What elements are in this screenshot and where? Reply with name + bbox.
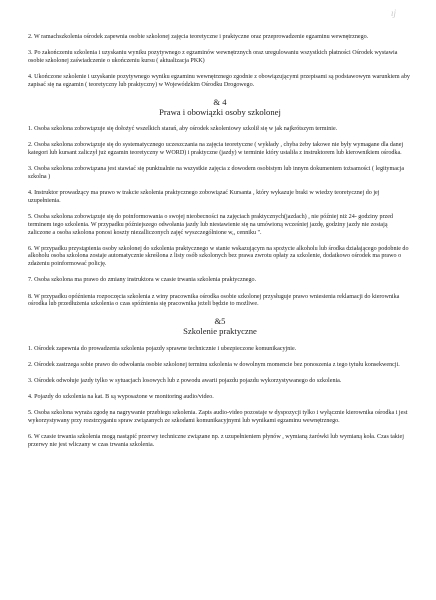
section-5-paragraph-1: 1. Ośrodek zapewnia do prowadzenia szkolenia pojazdy sprawne technicznie i ubezpieczone komunikacyjnie. xyxy=(28,345,297,352)
section-5-paragraph-6: 6. W czasie trwania szkolenia mogą nastąpić przerwy techniczne związane np. z uzupełnieniem płynów , wymianą żarówki lub wymianą koła. Czas takiej przerwy nie jest wliczany w czas trwania szkolenia. xyxy=(28,434,404,449)
section-4-paragraph-4: 4. Instruktor prowadzący ma prawo w trakcie szkolenia praktycznego zobowiązać Kursanta , który wykazuje braki w wiedzy teoretycznej do jej uzupełnienia. xyxy=(28,190,380,204)
section-4-paragraph-6: 6. W przypadku przystąpienia osoby szkolonej do szkolenia praktycznego w stanie wskazującym na spożycie alkoholu lub środka działającego podobnie do alkoholu osoba szkolona zostaje automatycznie skreślona z listy osób szkolonych bez prawa zwrotu opłaty za szkolenie, dodatkowo ośrodek ma prawo o zdażeniu poinformować policję. xyxy=(28,245,409,268)
section-4-title: Prawa i obowiązki osoby szkolonej xyxy=(159,106,281,117)
section-4 xyxy=(28,98,412,309)
intro-paragraph-3: 3. Po zakończeniu szkolenia i uzyskaniu wyniku pozytywnego z egzaminów wewnętrznych oraz uregulowaniu wszystkich płatności Ośrodek wystawia osobie szkolonej zaświadczenie o ukończeniu kursu ( aktualizacja PKK) xyxy=(28,50,398,64)
section-4-paragraph-8: 8. W przypadku opóźnienia rozpoczęcia szkolenia z winy pracownika ośrodka osobie szkolonej przysługuje prawo wniesienia reklamacji do kierownika ośrodka lub przedłużenia szkolenia o czas spóźnienia się pracownika jeżeli będzie to możliwe. xyxy=(28,293,400,308)
section-5-paragraph-5: 5. Osoba szkolona wyraża zgodę na nagrywanie przebiegu szkolenia. Zapis audio-video pozostaje w dyspozycji tylko i wyłącznie kierownika ośrodka i jest wykorzystywany przy rozstrzyganiu spraw związanych ze szkodami komunikacyjnymi lub wynikami egzaminu wewnętrznego. xyxy=(28,410,408,425)
section-5-title: Szkolenie praktyczne xyxy=(183,326,257,337)
section-5 xyxy=(28,317,412,449)
intro-paragraph-2: 2. W ramachszkolenia ośrodek zapewnia osobie szkolonej zajęcia teoretyczne i praktyczne oraz przeprowadzenie egzaminu wewnętrznego. xyxy=(28,34,369,40)
section-5-paragraph-3: 3. Ośrodek odwołuje jazdy tylko w sytuacjach losowych lub z powodu awarii pojazdu pojazdu wykorzystywanego do szkolenia. xyxy=(28,378,342,385)
intro-paragraph-4: 4. Ukończone szkolenie i uzyskanie pozytywnego wyniku egzaminu wewnętrznego zgodnie z obowiązującymi przepisami są podstawowym warunkiem aby zapisać się na egzamin ( teoretyczny lub praktyczny) w Wojewódzkim Ośrodku Drogowego. xyxy=(28,74,410,88)
section-5-paragraph-2: 2. Ośrodek zastrzega sobie prawo do odwołania osobie szkolonej terminu szkolenia w dowolnym momencie bez ponoszenia z tego tytułu konsekwencji. xyxy=(28,361,400,368)
section-5-number: &5 xyxy=(214,316,226,327)
section-4-number: & 4 xyxy=(213,97,227,108)
section-5-heading xyxy=(28,317,412,336)
section-4-paragraph-1: 1. Osoba szkolona zobowiązuje się dołożyć wszelkich starań, aby ośrodek szkoleniowy szkolił się w jak najkrótszym terminie. xyxy=(28,126,338,133)
corner-mark: ıj xyxy=(390,8,396,18)
section-4-paragraph-5: 5. Osoba szkolona zobowiązuje się do poinformowania o swojej nieobecności na zajęciach praktycznych(jazdach) , nie później niż 24- godziny przed terminem tego szkolenia. W przypadku późniejszego odwołania jazdy lub niestawienie się na umówioną wcześniej jazdę, godziny jazdy nie zostają zaliczone a osoba szkolona ponosi koszty niezalliczonych zajęć wyszczególnione w,, cenniku ". xyxy=(28,214,393,236)
document-page xyxy=(28,34,412,458)
section-4-paragraph-2: 2. Osoba szkolona zobowiązuje się do systematycznego uczeszczania na zajęcia teoretyczne ( wykłady , chyba żeby takowe nie były wymagane dla danej kategori lub kursant zaliczył już egzamin teoretyczny w WORD) i praktyczne (jazdy) w terminie który ustaliła z instruktorem lub kierownikiem ośrodka. xyxy=(28,142,404,157)
intro-section xyxy=(28,34,412,90)
section-4-heading xyxy=(28,98,412,117)
section-4-paragraph-3: 3. Osoba szkolona zobowiązana jest stawiać się punktualnie na wszystkie zajęcia z dowodem osobistym lub innym dokumentem tożsamości ( legitymacja szkolna ) xyxy=(28,166,405,181)
section-4-paragraph-7: 7. Osoba szkolona ma prawo do zmiany instruktora w czasie trwania szkolenia praktycznego. xyxy=(28,277,257,284)
section-5-paragraph-4: 4. Pojazdy do szkolenia na kat. B są wyposażone w monitoring audio/video. xyxy=(28,394,214,401)
